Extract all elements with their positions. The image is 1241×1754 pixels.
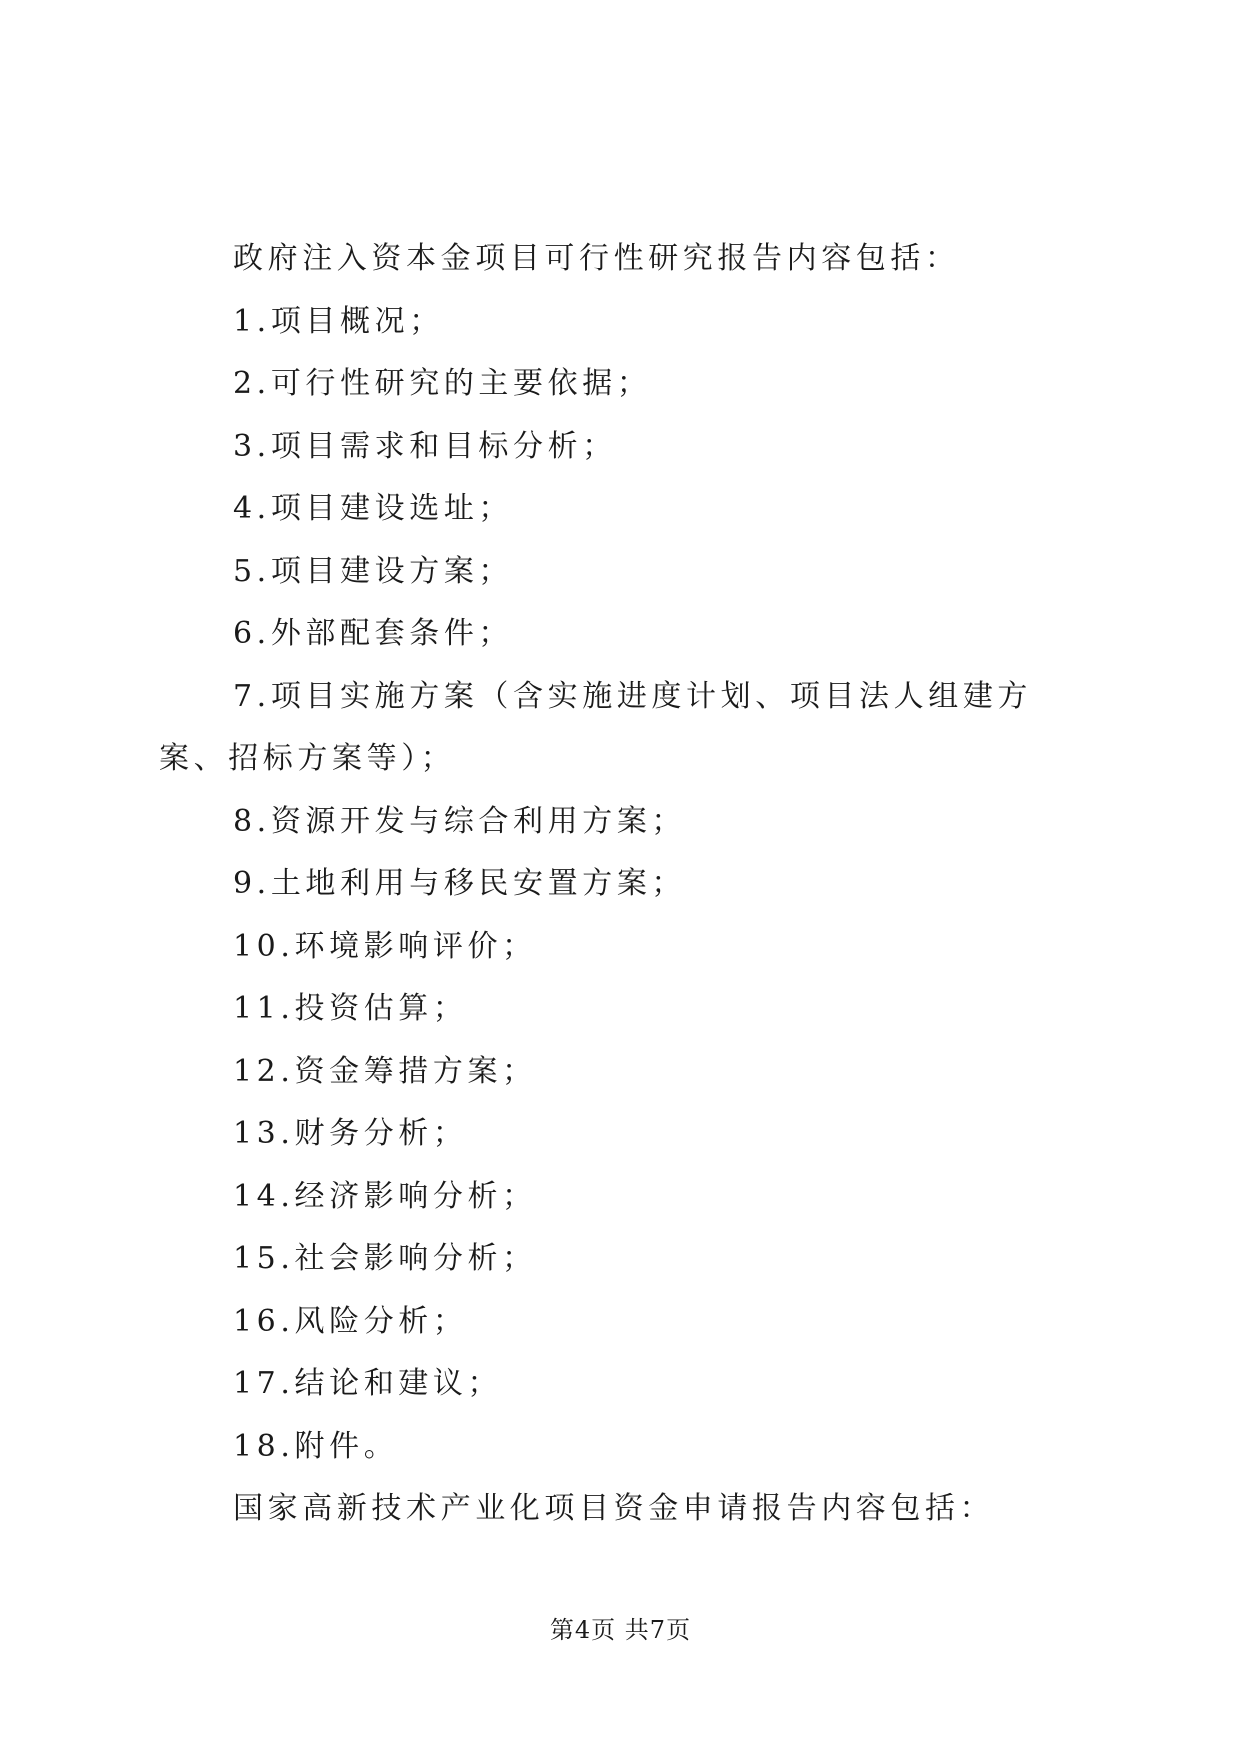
- section-paragraph: 国家高新技术产业化项目资金申请报告内容包括：: [233, 1491, 995, 1526]
- page-footer: 第4页 共7页: [549, 1616, 692, 1644]
- list-item: 6.外部配套条件；: [233, 616, 514, 651]
- list-item: 5.项目建设方案；: [233, 553, 514, 589]
- list-item: 3.项目需求和目标分析；: [233, 428, 617, 464]
- list-item: 15.社会影响分析；: [233, 1241, 537, 1276]
- list-item: 16.风险分析；: [233, 1303, 468, 1339]
- list-item: 18.附件。: [233, 1428, 399, 1464]
- list-item: 10.环境影响评价；: [233, 928, 537, 964]
- list-item: 4.项目建设选址；: [233, 491, 514, 526]
- list-item: 17.结论和建议；: [233, 1366, 503, 1401]
- list-item: 9.土地利用与移民安置方案；: [233, 866, 687, 901]
- list-item: 1.项目概况；: [233, 303, 444, 339]
- list-item: 11.投资估算；: [233, 991, 468, 1026]
- list-item: 12.资金筹措方案；: [233, 1053, 537, 1089]
- list-item: 2.可行性研究的主要依据；: [233, 366, 652, 401]
- list-item: 8.资源开发与综合利用方案；: [233, 803, 687, 839]
- list-item: 7.项目实施方案（含实施进度计划、项目法人组建方案、招标方案等）；: [159, 678, 1033, 776]
- document-body: [159, 228, 1089, 1541]
- intro-paragraph: 政府注入资本金项目可行性研究报告内容包括：: [233, 241, 960, 276]
- list-item: 13.财务分析；: [233, 1116, 468, 1151]
- list-item: 14.经济影响分析；: [233, 1178, 537, 1214]
